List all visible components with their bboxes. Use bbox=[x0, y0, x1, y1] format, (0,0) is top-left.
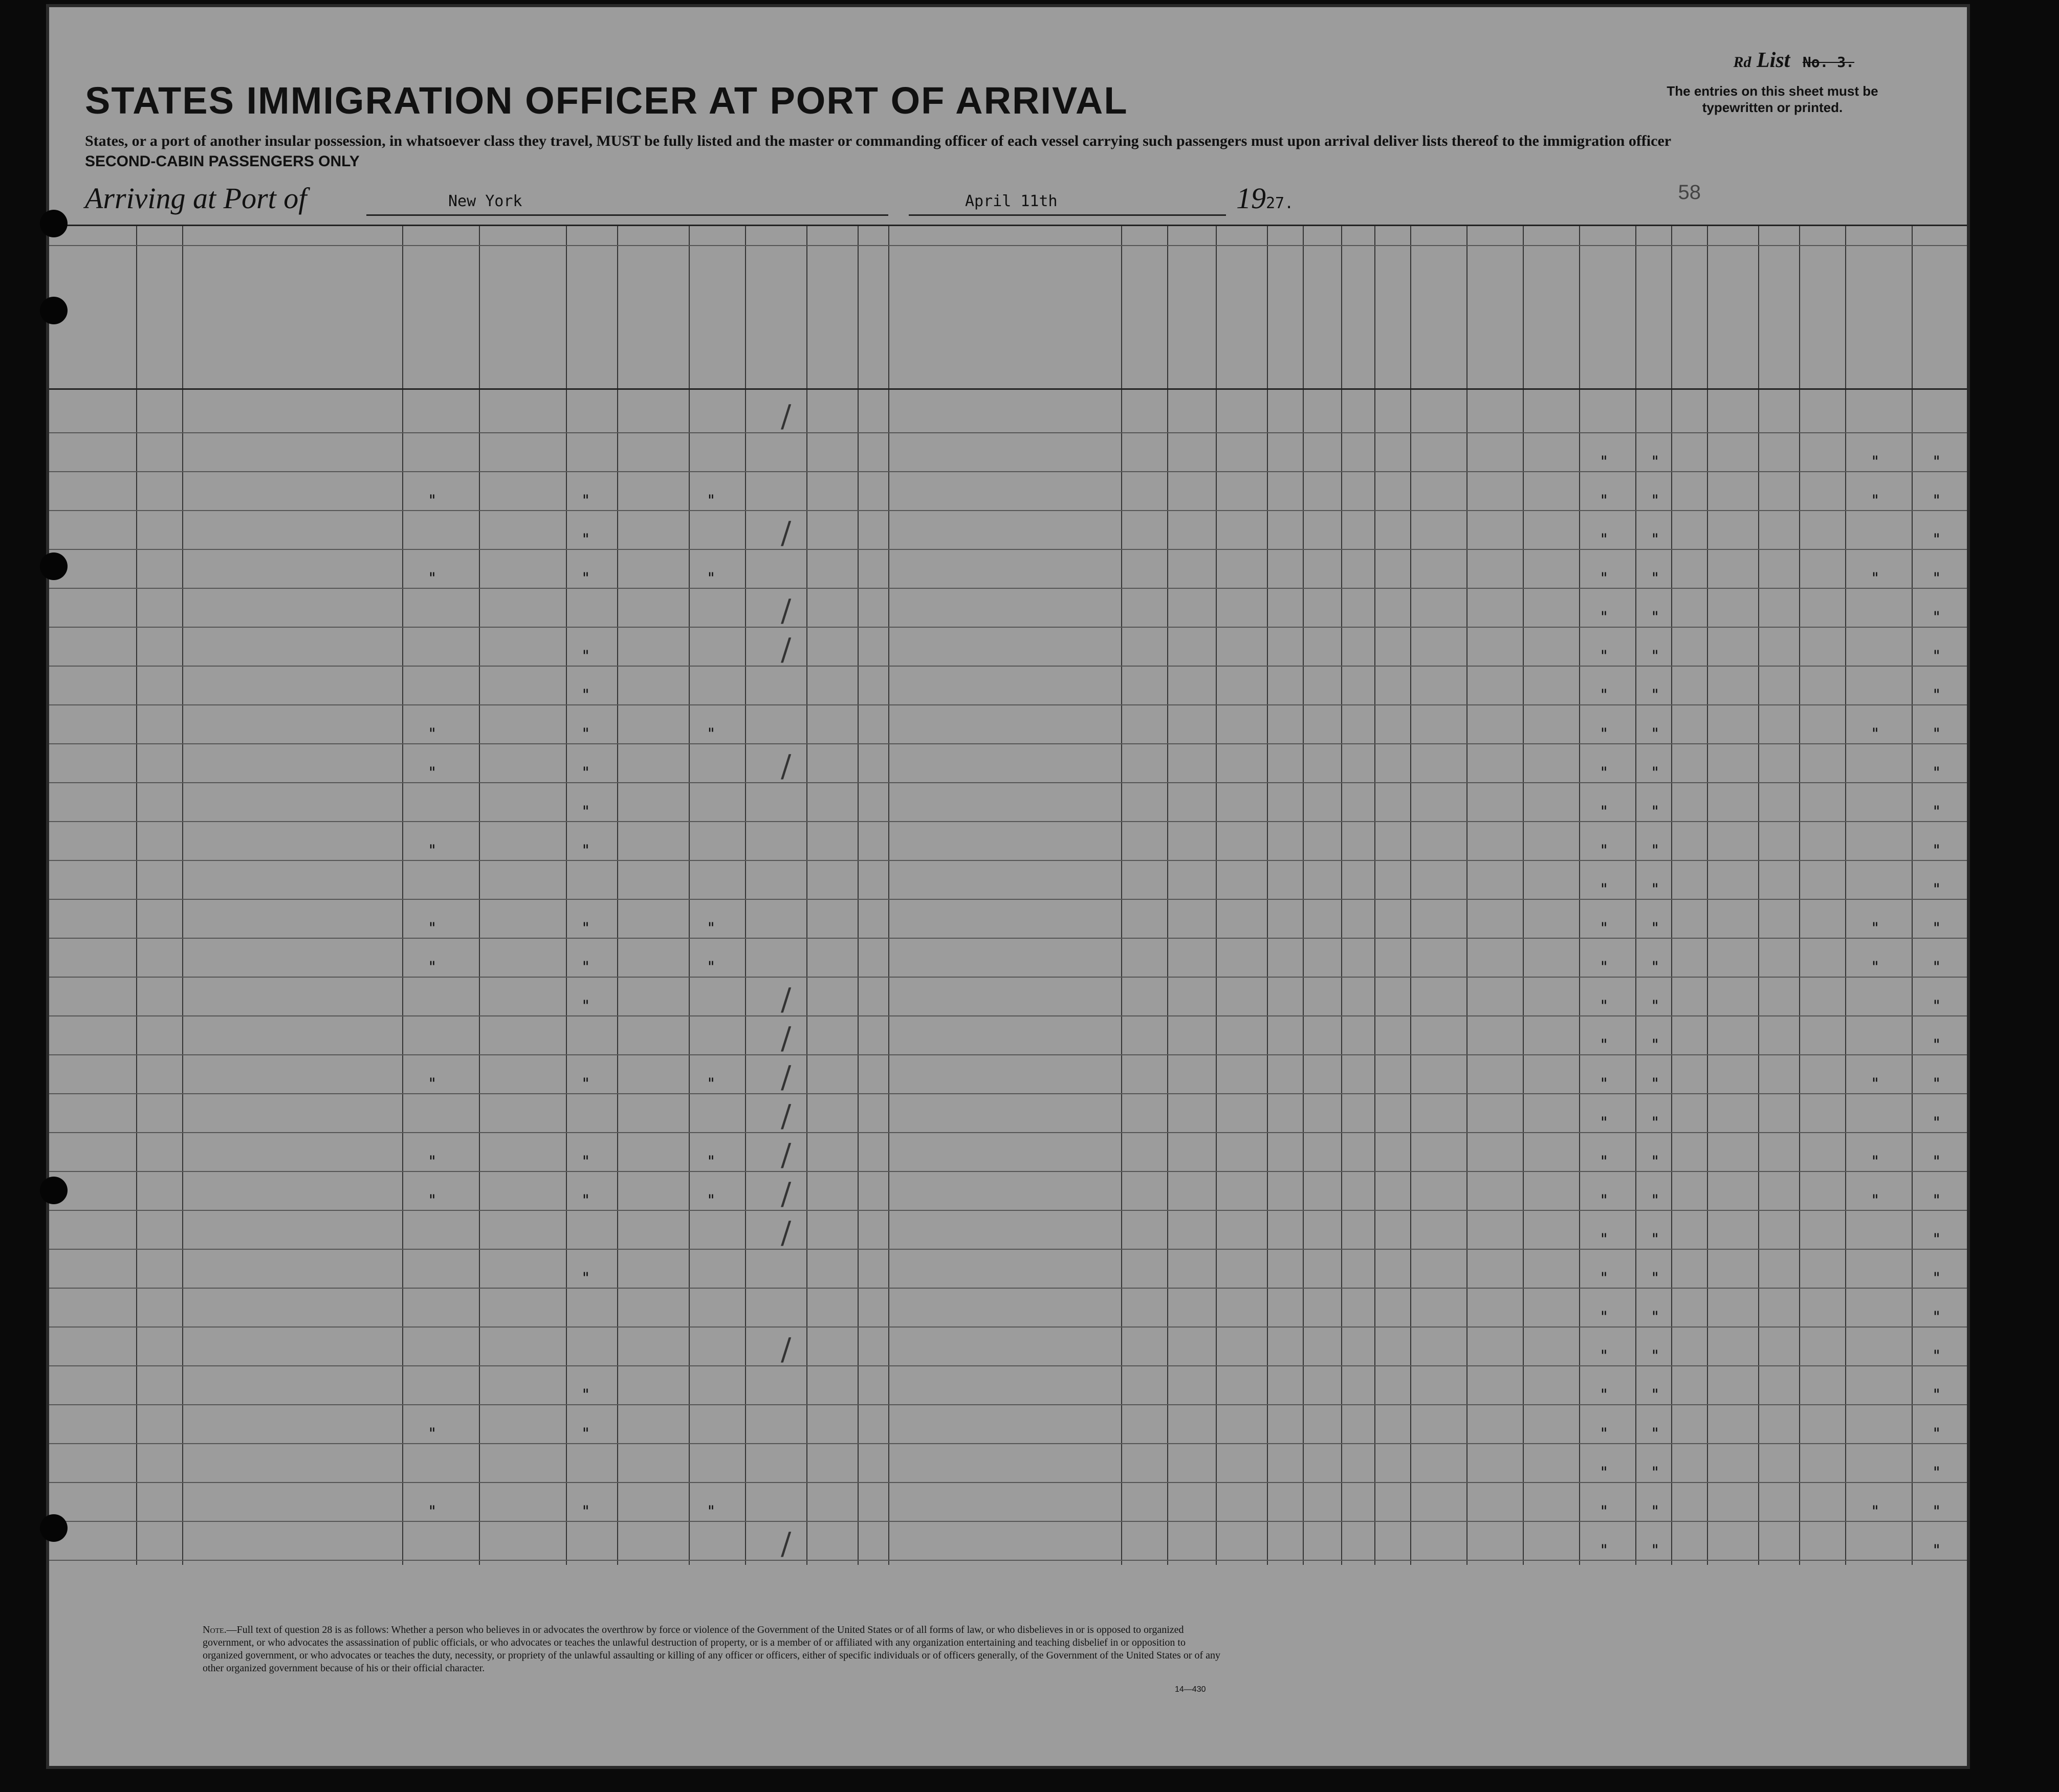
header-eyes bbox=[1855, 355, 1907, 370]
ditto-mark: " bbox=[1651, 764, 1660, 781]
row-rule bbox=[49, 1404, 1967, 1405]
column-rule bbox=[136, 225, 137, 1565]
ditto-mark: " bbox=[1651, 1502, 1660, 1520]
ditto-mark: " bbox=[1600, 453, 1609, 470]
header-inches bbox=[1712, 370, 1753, 386]
header-state bbox=[407, 355, 474, 370]
header-joining bbox=[899, 322, 1113, 378]
header-passage-paid bbox=[620, 291, 686, 332]
ditto-mark: " bbox=[1932, 1269, 1941, 1287]
ditto-mark: " bbox=[581, 1425, 590, 1442]
ditto-mark: " bbox=[1600, 725, 1609, 742]
row-rule bbox=[49, 1093, 1967, 1094]
row-rule bbox=[49, 821, 1967, 822]
ditto-mark: " bbox=[581, 1075, 590, 1092]
ditto-mark: " bbox=[1651, 1541, 1660, 1559]
ditto-mark: " bbox=[1600, 803, 1609, 820]
ditto-mark: " bbox=[428, 919, 437, 937]
ditto-mark: " bbox=[1600, 919, 1609, 937]
row-rule bbox=[49, 860, 1967, 861]
ditto-mark: " bbox=[1651, 997, 1660, 1014]
check-mark: / bbox=[781, 1059, 792, 1095]
ditto-mark: " bbox=[581, 1502, 590, 1520]
ditto-mark: " bbox=[1651, 958, 1660, 976]
row-rule bbox=[49, 1171, 1967, 1172]
ditto-mark: " bbox=[1871, 725, 1880, 742]
ditto-mark: " bbox=[707, 1502, 716, 1520]
ditto-mark: " bbox=[1600, 880, 1609, 898]
ditto-mark: " bbox=[707, 958, 716, 976]
ditto-mark: " bbox=[1932, 919, 1941, 937]
ditto-mark: " bbox=[1600, 1308, 1609, 1325]
row-rule bbox=[49, 471, 1967, 472]
ditto-mark: " bbox=[581, 686, 590, 703]
ditto-mark: " bbox=[1651, 803, 1660, 820]
header-bottom-rule bbox=[49, 388, 1967, 390]
row-rule bbox=[49, 1521, 1967, 1522]
ditto-mark: " bbox=[1932, 647, 1941, 665]
column-rule bbox=[1523, 225, 1524, 1565]
ditto-mark: " bbox=[1600, 1425, 1609, 1442]
ditto-mark: " bbox=[1932, 453, 1941, 470]
list-number-prefix: Rd bbox=[1733, 54, 1751, 71]
ditto-mark: " bbox=[1871, 1502, 1880, 1520]
ditto-mark: " bbox=[428, 1075, 437, 1092]
ditto-mark: " bbox=[1932, 530, 1941, 548]
row-rule bbox=[49, 1560, 1967, 1561]
ditto-mark: " bbox=[707, 919, 716, 937]
column-rule bbox=[858, 225, 859, 1565]
header-if-yes bbox=[776, 327, 878, 342]
manifest-sheet bbox=[46, 4, 1970, 1769]
header-before-us bbox=[748, 281, 886, 322]
header-no-on-list bbox=[139, 312, 180, 352]
ditto-mark: " bbox=[707, 1153, 716, 1170]
column-rule bbox=[1121, 225, 1122, 1565]
row-rule bbox=[49, 432, 1967, 433]
ditto-mark: " bbox=[1871, 1075, 1880, 1092]
ditto-mark: " bbox=[1932, 1075, 1941, 1092]
row-rule bbox=[49, 782, 1967, 783]
header-relative-address bbox=[187, 312, 397, 368]
ditto-mark: " bbox=[1651, 1153, 1660, 1170]
ditto-mark: " bbox=[1932, 725, 1941, 742]
year-prefix: 19 bbox=[1236, 182, 1266, 215]
ditto-mark: " bbox=[1932, 686, 1941, 703]
column-rule bbox=[689, 225, 690, 1565]
ditto-mark: " bbox=[1651, 1347, 1660, 1364]
cabin-class: SECOND-CABIN PASSENGERS ONLY bbox=[85, 153, 360, 170]
ditto-mark: " bbox=[1651, 492, 1660, 509]
ditto-mark: " bbox=[1651, 842, 1660, 859]
ditto-mark: " bbox=[581, 1153, 590, 1170]
ditto-mark: " bbox=[1600, 1075, 1609, 1092]
ditto-mark: " bbox=[1600, 1269, 1609, 1287]
column-rule bbox=[566, 225, 567, 1565]
row-rule bbox=[49, 1365, 1967, 1366]
footnote bbox=[203, 1624, 1226, 1675]
ditto-mark: " bbox=[1651, 1425, 1660, 1442]
ditto-mark: " bbox=[1932, 1153, 1941, 1170]
column-rule bbox=[1912, 225, 1913, 1565]
ditto-mark: " bbox=[1600, 569, 1609, 587]
row-rule bbox=[49, 743, 1967, 744]
ditto-mark: " bbox=[428, 764, 437, 781]
ditto-mark: " bbox=[1651, 1464, 1660, 1481]
form-title: STATES IMMIGRATION OFFICER AT PORT OF ARRIVAL bbox=[85, 79, 1128, 122]
ditto-mark: " bbox=[1932, 997, 1941, 1014]
ditto-mark: " bbox=[581, 725, 590, 742]
row-rule bbox=[49, 1443, 1967, 1444]
ditto-mark: " bbox=[1932, 1308, 1941, 1325]
check-mark: / bbox=[781, 748, 792, 784]
column-rule bbox=[1635, 225, 1636, 1565]
ditto-mark: " bbox=[1651, 1308, 1660, 1325]
ditto-mark: " bbox=[1871, 1153, 1880, 1170]
column-rule bbox=[1799, 225, 1800, 1565]
row-rule bbox=[49, 899, 1967, 900]
row-rule bbox=[49, 627, 1967, 628]
header-condition bbox=[1561, 299, 1633, 375]
ditto-mark: " bbox=[1932, 608, 1941, 626]
ditto-mark: " bbox=[581, 958, 590, 976]
header-hair bbox=[1802, 355, 1853, 370]
ditto-mark: " bbox=[428, 725, 437, 742]
row-rule bbox=[49, 1288, 1967, 1289]
column-rule bbox=[1466, 225, 1467, 1565]
ditto-mark: " bbox=[1651, 1269, 1660, 1287]
ditto-mark: " bbox=[428, 1502, 437, 1520]
check-mark: / bbox=[781, 1526, 792, 1562]
column-rule bbox=[182, 225, 183, 1565]
check-mark: / bbox=[781, 1215, 792, 1251]
ditto-mark: " bbox=[1932, 1114, 1941, 1131]
ditto-mark: " bbox=[1932, 1386, 1941, 1403]
port-line bbox=[366, 214, 888, 216]
ditto-mark: " bbox=[1651, 569, 1660, 587]
row-rule bbox=[49, 1326, 1967, 1328]
header-final-destination bbox=[407, 281, 561, 296]
ditto-mark: " bbox=[1600, 686, 1609, 703]
ditto-mark: " bbox=[1600, 1502, 1609, 1520]
check-mark: / bbox=[781, 1021, 792, 1056]
ditto-mark: " bbox=[707, 1075, 716, 1092]
header-number-rule bbox=[49, 245, 1967, 246]
binder-hole bbox=[40, 297, 68, 324]
ditto-mark: " bbox=[1932, 1541, 1941, 1559]
column-rule bbox=[745, 225, 746, 1565]
ditto-mark: " bbox=[1651, 453, 1660, 470]
ditto-mark: " bbox=[1932, 492, 1941, 509]
header-top-rule bbox=[49, 225, 1967, 226]
ditto-mark: " bbox=[1600, 647, 1609, 665]
column-rule bbox=[806, 225, 807, 1565]
check-mark: / bbox=[781, 1098, 792, 1134]
header-yes-no bbox=[748, 350, 771, 375]
typewritten-note: The entries on this sheet must be typewritten or printed. bbox=[1667, 83, 1878, 115]
ditto-mark: " bbox=[1932, 842, 1941, 859]
ditto-mark: " bbox=[1651, 1114, 1660, 1131]
check-mark: / bbox=[781, 982, 792, 1017]
binder-hole bbox=[40, 210, 68, 237]
header-feet bbox=[1674, 370, 1710, 386]
ditto-mark: " bbox=[428, 492, 437, 509]
form-code: 14—430 bbox=[1175, 1685, 1206, 1694]
row-rule bbox=[49, 1249, 1967, 1250]
column-rule bbox=[1579, 225, 1580, 1565]
ditto-mark: " bbox=[1871, 492, 1880, 509]
column-rule bbox=[479, 225, 480, 1565]
column-rule bbox=[1216, 225, 1217, 1565]
ditto-mark: " bbox=[581, 492, 590, 509]
row-rule bbox=[49, 588, 1967, 589]
ditto-mark: " bbox=[581, 569, 590, 587]
header-marks bbox=[1914, 322, 1970, 368]
check-mark: / bbox=[781, 1176, 792, 1212]
port-value: New York bbox=[448, 192, 522, 210]
column-rule bbox=[402, 225, 403, 1565]
header-color-of bbox=[1802, 289, 1909, 304]
form-header bbox=[49, 7, 1967, 222]
arriving-label: Arriving at Port of bbox=[85, 182, 307, 215]
ditto-mark: " bbox=[1600, 1036, 1609, 1053]
row-rule bbox=[49, 666, 1967, 667]
ditto-mark: " bbox=[1871, 958, 1880, 976]
column-rule bbox=[888, 225, 889, 1565]
header-final-destination-note bbox=[407, 299, 561, 312]
form-instructions: States, or a port of another insular possession, in whatsoever class they travel, MUST be fully listed and the master or commanding officer of each vessel carrying such passengers must upon arrival deliver lists thereof to the immigration officer bbox=[85, 132, 1672, 149]
ditto-mark: " bbox=[1600, 492, 1609, 509]
check-mark: / bbox=[781, 515, 792, 551]
check-mark: / bbox=[781, 632, 792, 668]
row-rule bbox=[49, 1482, 1967, 1483]
row-rule bbox=[49, 1054, 1967, 1055]
date-line bbox=[909, 214, 1226, 216]
column-rule bbox=[1845, 225, 1846, 1565]
ditto-mark: " bbox=[428, 842, 437, 859]
year bbox=[1236, 181, 1294, 215]
header-purpose bbox=[1124, 281, 1300, 296]
header-city bbox=[484, 355, 561, 370]
row-rule bbox=[49, 1015, 1967, 1016]
ditto-mark: " bbox=[1600, 1464, 1609, 1481]
column-rule bbox=[1303, 225, 1304, 1565]
ditto-mark: " bbox=[1651, 1191, 1660, 1209]
check-mark: / bbox=[781, 399, 792, 434]
ditto-mark: " bbox=[581, 803, 590, 820]
ditto-mark: " bbox=[428, 958, 437, 976]
ditto-mark: " bbox=[1871, 1191, 1880, 1209]
column-rule bbox=[1374, 225, 1375, 1565]
header-deformed bbox=[1638, 299, 1704, 375]
ditto-mark: " bbox=[1600, 997, 1609, 1014]
ditto-mark: " bbox=[1600, 1230, 1609, 1248]
header-year-period bbox=[776, 355, 837, 386]
header-complexion bbox=[1761, 327, 1797, 358]
ditto-mark: " bbox=[1651, 1075, 1660, 1092]
check-mark: / bbox=[781, 1332, 792, 1367]
ditto-mark: " bbox=[707, 492, 716, 509]
column-rule bbox=[1671, 225, 1672, 1565]
year-suffix: 27. bbox=[1266, 194, 1294, 212]
ditto-mark: " bbox=[1651, 608, 1660, 626]
ditto-mark: " bbox=[581, 530, 590, 548]
column-rule bbox=[1167, 225, 1168, 1565]
ditto-mark: " bbox=[1600, 958, 1609, 976]
list-number bbox=[1733, 48, 1854, 73]
ditto-mark: " bbox=[707, 569, 716, 587]
ditto-mark: " bbox=[1871, 569, 1880, 587]
ditto-mark: " bbox=[1932, 1036, 1941, 1053]
check-mark: / bbox=[781, 1137, 792, 1173]
column-rule bbox=[617, 225, 618, 1565]
ditto-mark: " bbox=[581, 919, 590, 937]
ditto-mark: " bbox=[1600, 1191, 1609, 1209]
binder-hole bbox=[40, 1514, 68, 1542]
ditto-mark: " bbox=[1600, 1347, 1609, 1364]
row-rule bbox=[49, 1210, 1967, 1211]
ditto-mark: " bbox=[581, 764, 590, 781]
ditto-mark: " bbox=[428, 1191, 437, 1209]
ditto-mark: " bbox=[581, 997, 590, 1014]
ditto-mark: " bbox=[1871, 919, 1880, 937]
ditto-mark: " bbox=[428, 1153, 437, 1170]
row-rule bbox=[49, 510, 1967, 511]
row-rule bbox=[49, 704, 1967, 705]
row-rule bbox=[49, 549, 1967, 550]
ditto-mark: " bbox=[1600, 1153, 1609, 1170]
column-rule bbox=[1410, 225, 1411, 1565]
ditto-mark: " bbox=[428, 569, 437, 587]
ditto-mark: " bbox=[1651, 530, 1660, 548]
ditto-mark: " bbox=[1932, 1464, 1941, 1481]
footnote-label: Note. bbox=[203, 1624, 227, 1635]
ditto-mark: " bbox=[1932, 1347, 1941, 1364]
ditto-mark: " bbox=[1932, 1425, 1941, 1442]
ditto-mark: " bbox=[1871, 453, 1880, 470]
ditto-mark: " bbox=[581, 842, 590, 859]
column-rule bbox=[1758, 225, 1759, 1565]
page-number: 58 bbox=[1678, 181, 1701, 204]
ditto-mark: " bbox=[1600, 530, 1609, 548]
header-height bbox=[1674, 289, 1756, 304]
ditto-mark: " bbox=[1932, 1230, 1941, 1248]
ditto-mark: " bbox=[1600, 842, 1609, 859]
binder-hole bbox=[40, 552, 68, 580]
date-value: April 11th bbox=[965, 192, 1058, 210]
ditto-mark: " bbox=[707, 725, 716, 742]
ditto-mark: " bbox=[1651, 725, 1660, 742]
ditto-mark: " bbox=[428, 1425, 437, 1442]
ditto-mark: " bbox=[1600, 608, 1609, 626]
binder-hole bbox=[40, 1177, 68, 1204]
ditto-mark: " bbox=[1651, 647, 1660, 665]
ditto-mark: " bbox=[581, 1386, 590, 1403]
header-where bbox=[840, 363, 886, 378]
column-rule bbox=[1707, 225, 1708, 1565]
ditto-mark: " bbox=[1651, 686, 1660, 703]
ditto-mark: " bbox=[1932, 1191, 1941, 1209]
row-rule bbox=[49, 1132, 1967, 1133]
passenger-table bbox=[49, 225, 1967, 1565]
list-number-value: No. 3. bbox=[1802, 54, 1854, 71]
list-label: List bbox=[1757, 49, 1790, 72]
ditto-mark: " bbox=[1600, 1541, 1609, 1559]
ditto-mark: " bbox=[1651, 1386, 1660, 1403]
ditto-mark: " bbox=[1932, 569, 1941, 587]
row-rule bbox=[49, 977, 1967, 978]
ditto-mark: " bbox=[1651, 919, 1660, 937]
ditto-mark: " bbox=[1651, 1036, 1660, 1053]
ditto-mark: " bbox=[1651, 880, 1660, 898]
column-rule bbox=[1341, 225, 1342, 1565]
ditto-mark: " bbox=[1932, 1502, 1941, 1520]
ditto-mark: " bbox=[1600, 1386, 1609, 1403]
ditto-mark: " bbox=[1600, 1114, 1609, 1131]
header-passage-note bbox=[620, 332, 686, 383]
ditto-mark: " bbox=[707, 1191, 716, 1209]
ditto-mark: " bbox=[1600, 764, 1609, 781]
ditto-mark: " bbox=[581, 1269, 590, 1287]
ditto-mark: " bbox=[1932, 958, 1941, 976]
ditto-mark: " bbox=[1932, 764, 1941, 781]
ditto-mark: " bbox=[581, 1191, 590, 1209]
ditto-mark: " bbox=[1651, 1230, 1660, 1248]
check-mark: / bbox=[781, 593, 792, 629]
ditto-mark: " bbox=[1932, 880, 1941, 898]
row-rule bbox=[49, 938, 1967, 939]
column-rule bbox=[1267, 225, 1268, 1565]
footnote-text: —Full text of question 28 is as follows: Whether a person who believes in or advocates the overthrow by force or violence of the Government of the United States or of all forms of law, or who disbelieves in or is opposed to organized government, or who advocates the assassination of public officials, or who advocates or teaches the unlawful destruction of property, or is a member of or affiliated with any organization entertaining and teaching disbelief in or opposition to organized government, or who advocates or teaches the duty, necessity, or propriety of the unlawful assaulting or killing of any officer or officers, either of specific individuals or of officers generally, of the Government of the United States or of any other organized government because of his or their official character. bbox=[203, 1624, 1221, 1674]
ditto-mark: " bbox=[581, 647, 590, 665]
ditto-mark: " bbox=[1932, 803, 1941, 820]
